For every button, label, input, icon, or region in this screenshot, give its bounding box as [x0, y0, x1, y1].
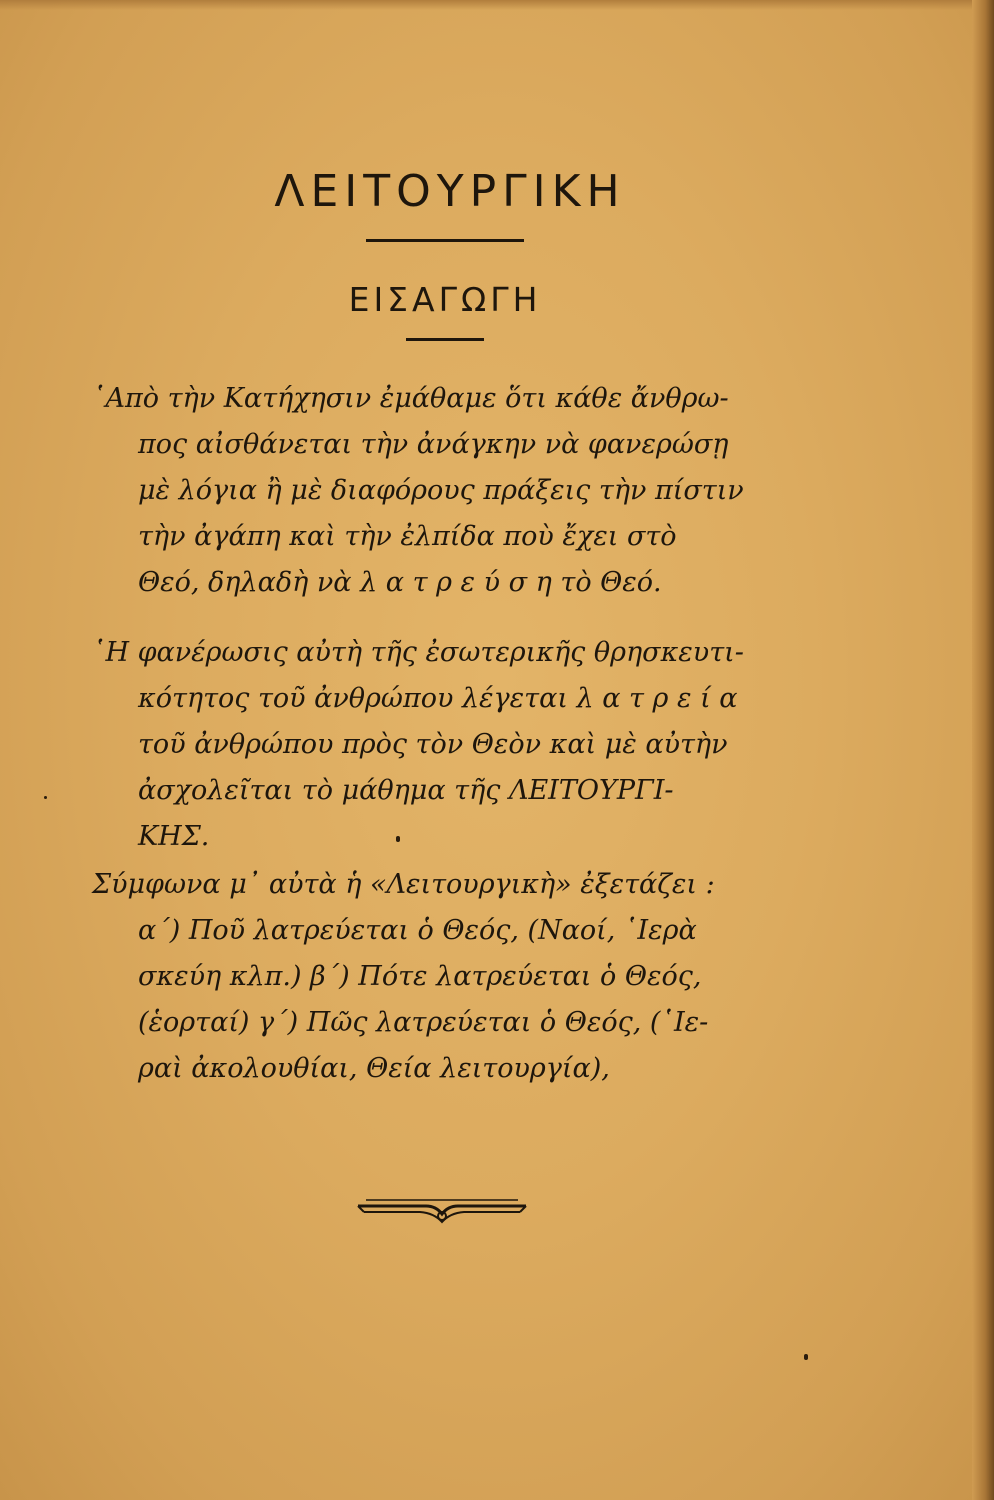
text-line: Θεό, δηλαδὴ νὰ λ α τ ρ ε ύ σ η τὸ Θεό.	[138, 567, 662, 598]
text-line: τὴν ἀγάπη καὶ τὴν ἐλπίδα ποὺ ἔχει στὸ	[138, 521, 677, 552]
text-line: πος αἰσθάνεται τὴν ἀνάγκην νὰ φανερώσῃ	[138, 429, 729, 460]
text-line: ραὶ ἀκολουθίαι, Θεία λειτουργία),	[138, 1053, 610, 1084]
text-line: σκεύη κλπ.) β΄) Πότε λατρεύεται ὁ Θεός,	[138, 961, 702, 992]
page-right-edge	[972, 0, 994, 1500]
text-line: ῾Η φανέρωσις αὐτὴ τῆς ἐσωτερικῆς θρησκευτι-	[92, 637, 744, 668]
page-title: ΛΕΙΤΟΥΡΓΙΚΗ	[274, 166, 626, 217]
title-rule	[366, 239, 524, 242]
paper-speck	[804, 1354, 808, 1360]
text-line: ῾Απὸ τὴν Κατήχησιν ἐμάθαμε ὅτι κάθε ἄνθρω-	[92, 383, 729, 414]
paragraph-topics	[92, 862, 812, 1092]
text-line: (ἑορταί) γ΄) Πῶς λατρεύεται ὁ Θεός, (῾Ιε-	[138, 1007, 709, 1038]
printer-ornament-icon	[356, 1196, 528, 1232]
text-line: τοῦ ἀνθρώπου πρὸς τὸν Θεὸν καὶ μὲ αὐτὴν	[138, 729, 728, 760]
text-line: μὲ λόγια ἢ μὲ διαφόρους πράξεις τὴν πίστιν	[138, 475, 744, 506]
section-rule	[406, 338, 484, 341]
section-heading: ΕΙΣΑΓΩΓΗ	[348, 280, 542, 319]
paragraph-worship	[92, 630, 812, 860]
paragraph-intro	[92, 376, 812, 606]
text-line: α΄) Ποῦ λατρεύεται ὁ Θεός, (Ναοί, ῾Ιερὰ	[138, 915, 697, 946]
text-line: κότητος τοῦ ἀνθρώπου λέγεται λ α τ ρ ε ί α	[138, 683, 738, 714]
page-top-edge	[0, 0, 994, 10]
paper-speck	[44, 796, 47, 799]
paper-speck	[396, 836, 400, 842]
text-line: Σύμφωνα μ᾿ αὐτὰ ἡ «Λειτουργικὴ» ἐξετάζει :	[92, 869, 715, 900]
text-line: ΚΗΣ.	[138, 821, 210, 852]
text-line: ἀσχολεῖται τὸ μάθημα τῆς ΛΕΙΤΟΥΡΓΙ-	[138, 775, 674, 806]
